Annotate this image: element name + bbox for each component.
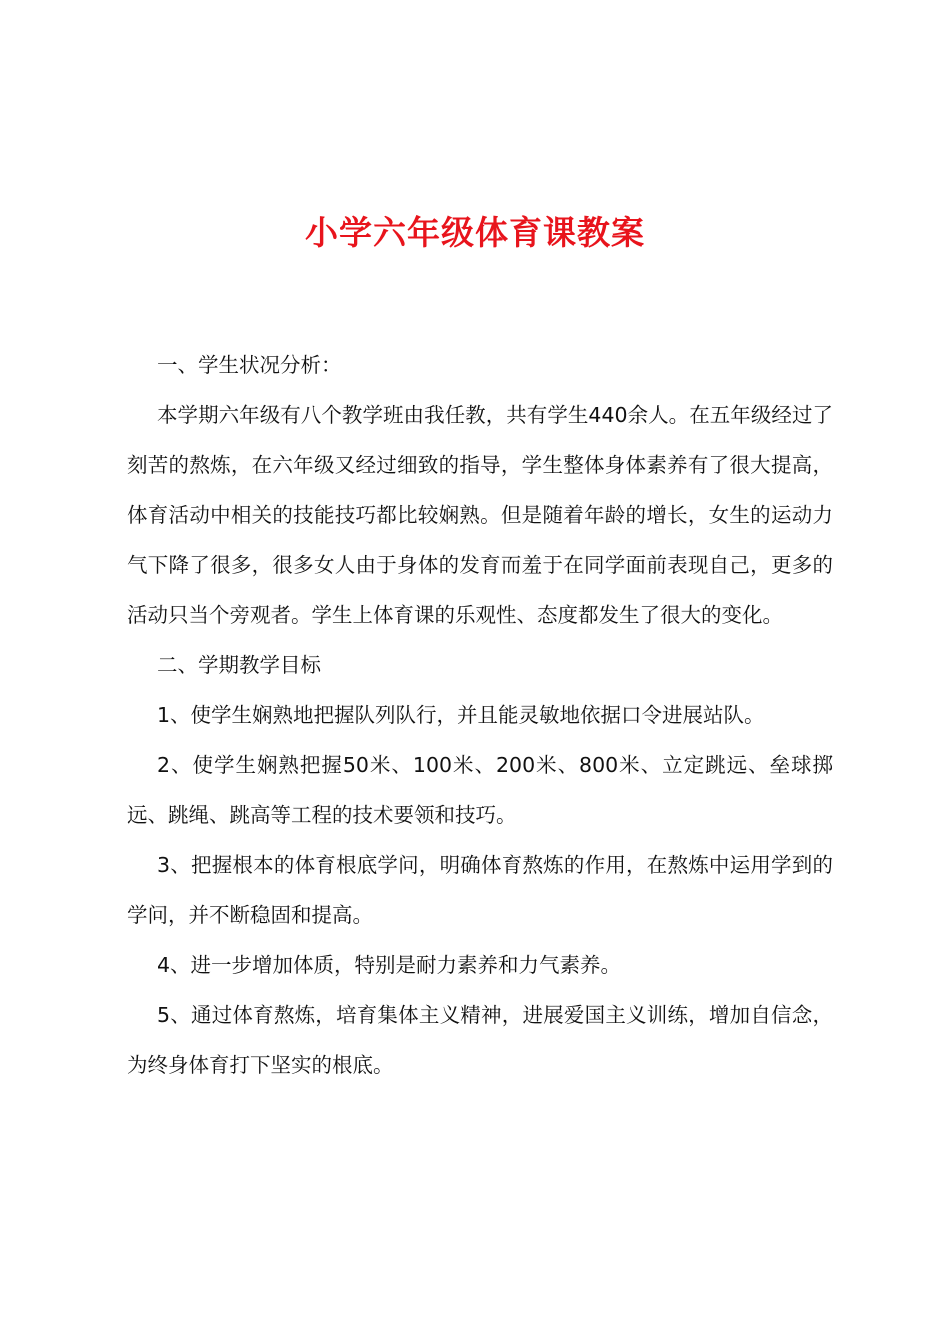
document-title: 小学六年级体育课教案 [305,213,645,252]
goal-item-4: 4、进一步增加体质，特别是耐力素养和力气素养。 [157,953,622,977]
section-heading-student-analysis: 一、学生状况分析： [157,353,342,377]
goal-item-1: 1、使学生娴熟地把握队列队行，并且能灵敏地依据口令进展站队。 [157,703,765,727]
goal-item-2: 2、使学生娴熟把握50米、100米、200米、800米、立定跳远、垒球掷远、跳绳、跳高等工程的技术要领和技巧。 [127,753,833,827]
goal-item-3: 3、把握根本的体育根底学问，明确体育熬炼的作用，在熬炼中运用学到的学问，并不断稳固和提高。 [127,853,833,927]
paragraph-student-analysis: 本学期六年级有八个教学班由我任教，共有学生440余人。在五年级经过了刻苦的熬炼，在六年级又经过细致的指导，学生整体身体素养有了很大提高，体育活动中相关的技能技巧都比较娴熟。但是随着年龄的增长，女生的运动力气下降了很多，很多女人由于身体的发育而羞于在同学面前表现自己，更多的活动只当个旁观者。学生上体育课的乐观性、态度都发生了很大的变化。 [127,403,833,627]
document-body [127,340,833,1090]
goal-item-5: 5、通过体育熬炼，培育集体主义精神，进展爱国主义训练，增加自信念，为终身体育打下坚实的根底。 [127,1003,833,1077]
section-heading-teaching-goals: 二、学期教学目标 [157,653,321,677]
